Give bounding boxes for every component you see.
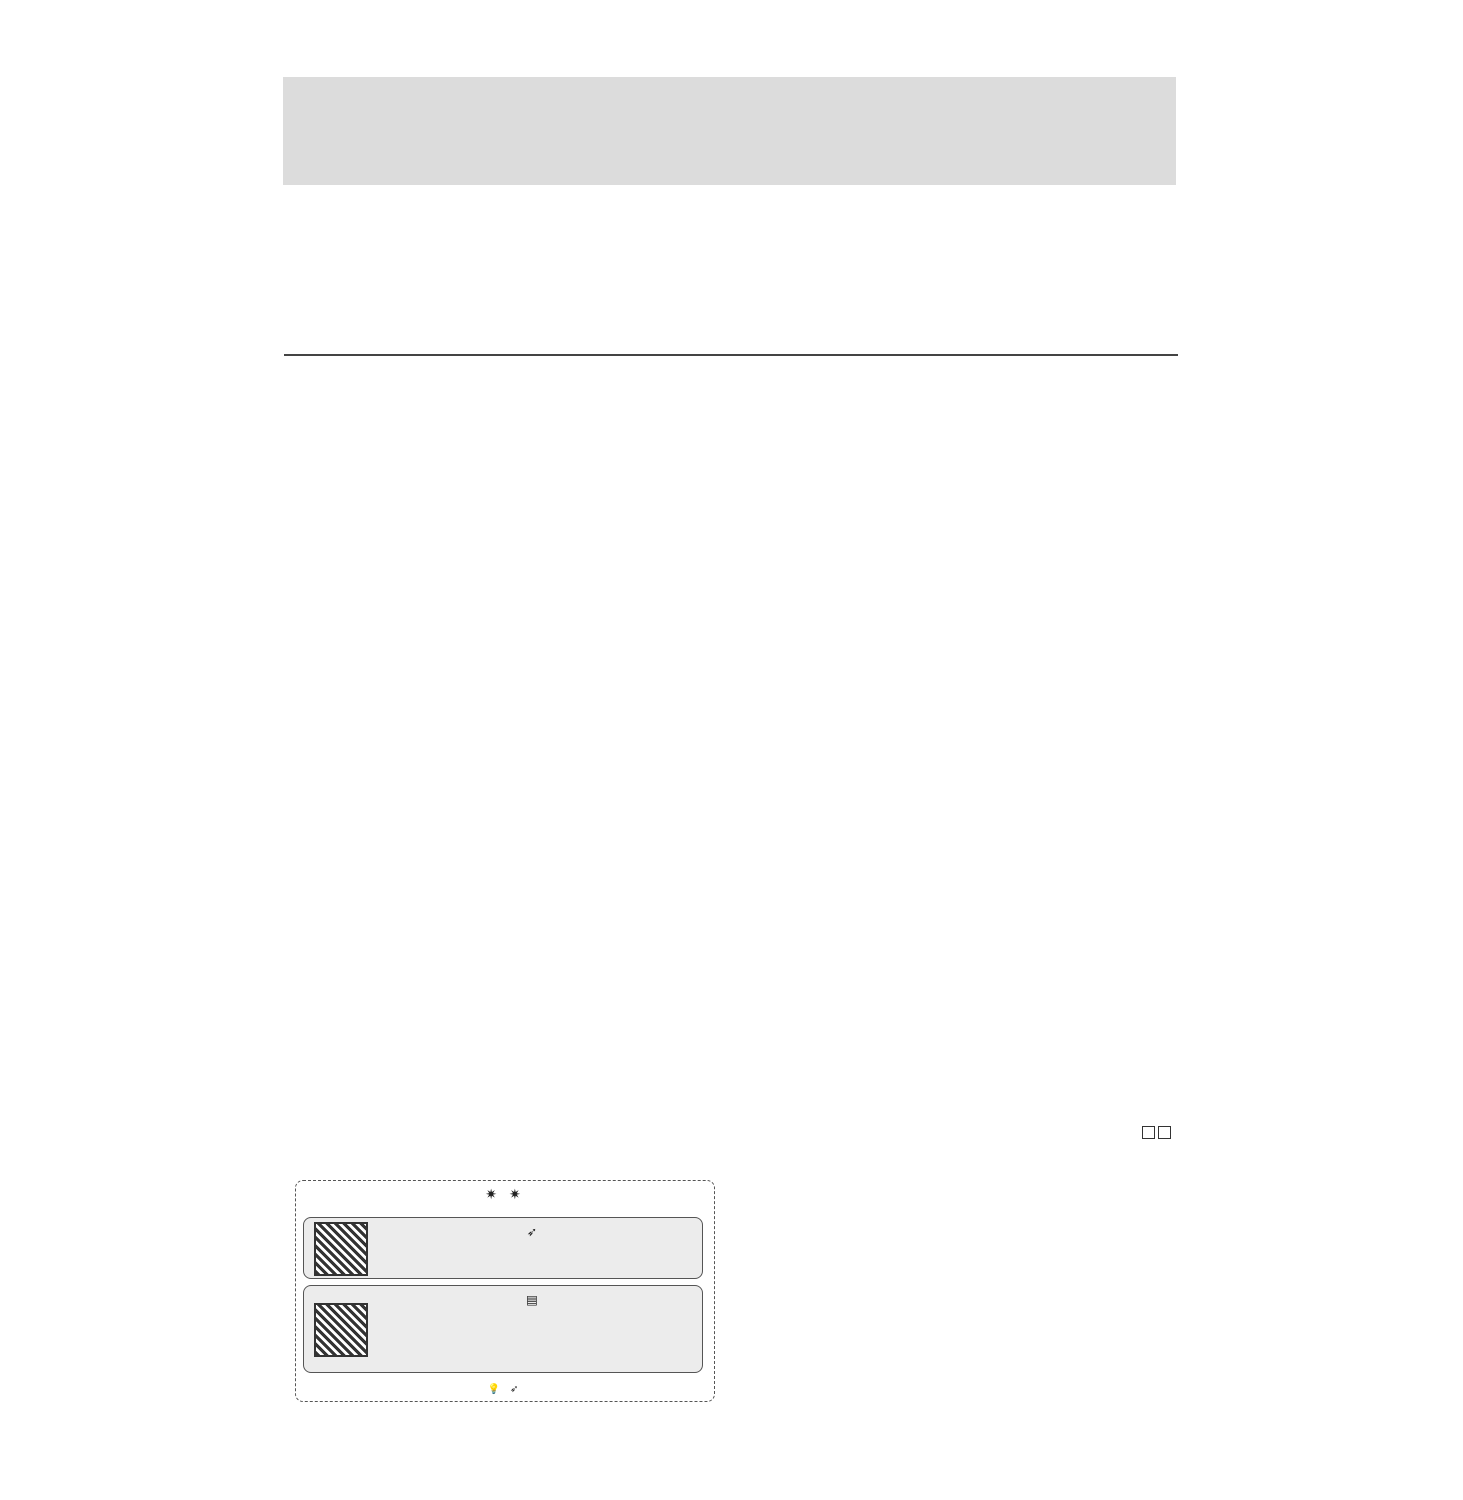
rocket-icon: ➶ <box>510 1384 519 1395</box>
updates-heading <box>296 1187 714 1203</box>
party-popper-icon: ✷ <box>509 1187 521 1203</box>
books-icon: ▤ <box>526 1292 538 1307</box>
qr-code-icon[interactable] <box>314 1222 368 1276</box>
section-divider <box>284 354 1178 356</box>
updates-footer <box>296 1384 714 1395</box>
board-updates-card <box>303 1217 703 1279</box>
qr-code-icon[interactable] <box>314 1303 368 1357</box>
difficulty-tags-row <box>726 1277 1176 1329</box>
bloom-tags-row <box>726 1215 1176 1267</box>
party-popper-icon: ✷ <box>485 1187 497 1203</box>
lightbulb-icon: 💡 <box>487 1384 501 1395</box>
content-updates-card <box>303 1285 703 1373</box>
title-banner <box>283 77 1176 185</box>
content-updates-title <box>374 1292 694 1307</box>
board-updates-title <box>374 1224 694 1239</box>
rocket-icon: ➶ <box>526 1224 538 1239</box>
tags-legend <box>726 1205 1176 1339</box>
updates-box <box>295 1180 715 1402</box>
end-mark-icon <box>1142 1126 1171 1139</box>
